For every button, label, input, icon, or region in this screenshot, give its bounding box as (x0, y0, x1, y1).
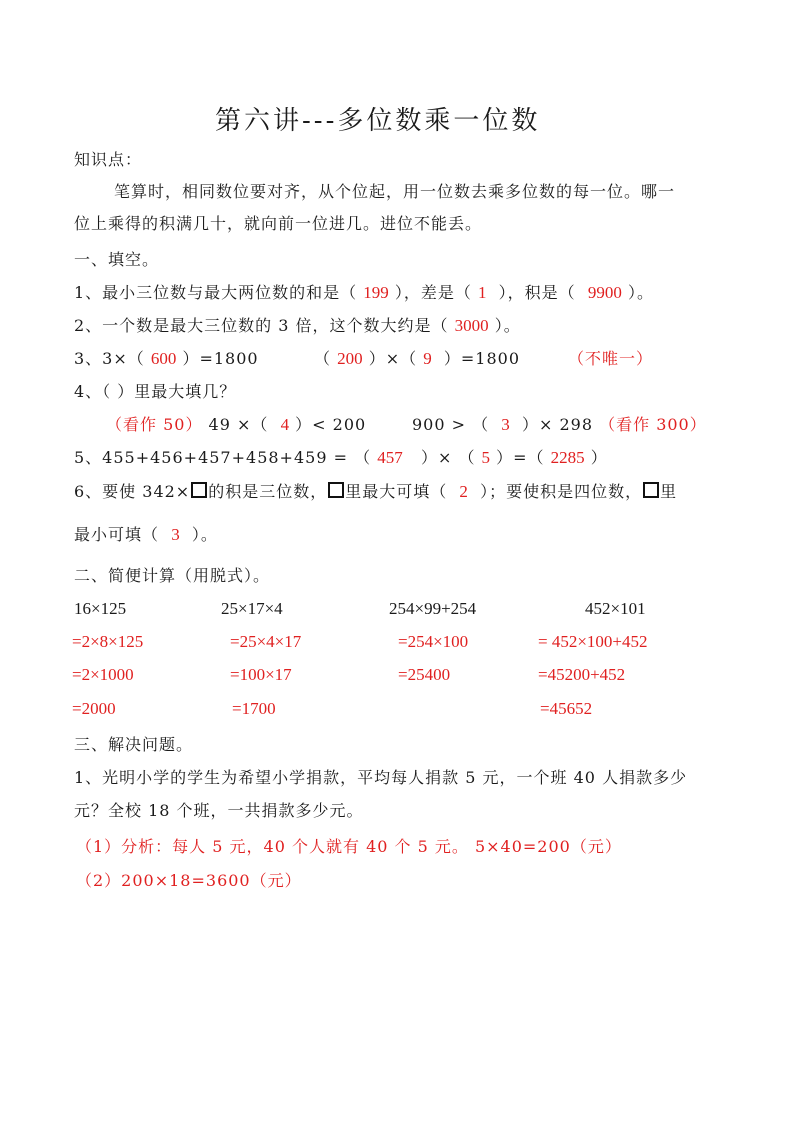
calc-1-step-3: =2000 (72, 699, 116, 718)
q4-answer-2: 3 (501, 415, 510, 434)
q6-text-c: 里最大可填（ (345, 482, 448, 501)
q4-note-2: （看作 300） (599, 415, 707, 434)
page-title: 第六讲---多位数乘一位数 (215, 106, 541, 136)
word-problem-line-1: 1、光明小学的学生为希望小学捐款，平均每人捐款 5 元，一个班 40 人捐款多少 (74, 768, 688, 787)
q3-note: （不唯一） (568, 349, 654, 368)
calc-2-step-1: =25×4×17 (230, 632, 302, 651)
q5-answer-2: 5 (481, 448, 491, 467)
q1-text-c: ），积是（ (498, 283, 576, 302)
q1-text-d: ）。 (627, 283, 654, 302)
q5-text-b: ）× （ (420, 448, 476, 467)
q4-answer-1: 4 (280, 415, 290, 434)
calc-problem-2: 25×17×4 (221, 599, 283, 618)
q6-text-e: 里 (660, 482, 678, 501)
q1-text-a: 1、最小三位数与最大两位数的和是（ (74, 283, 358, 302)
blank-box-icon (191, 482, 207, 498)
q6-answer-2: 3 (171, 525, 180, 544)
q3-text-a: 3、3×（ (74, 349, 145, 368)
blank-box-icon (643, 482, 659, 498)
word-problem-line-2: 元？全校 18 个班，一共捐款多少元。 (74, 801, 364, 820)
blank-box-icon (328, 482, 344, 498)
q6-text-line2b: ）。 (191, 525, 218, 544)
q4-text-c: 900 > （ (412, 415, 490, 434)
section3-heading: 三、解决问题。 (74, 735, 194, 754)
calc-1-step-1: =2×8×125 (72, 632, 144, 651)
calc-4-step-1: = 452×100+452 (538, 632, 648, 651)
q6-answer-1: 2 (459, 482, 468, 501)
question-4-part2 (412, 415, 707, 435)
q3-text-b: ）=1800 (182, 349, 259, 368)
calc-problem-3: 254×99+254 (389, 599, 477, 618)
calc-4-step-2: =45200+452 (538, 665, 626, 684)
calc-2-step-2: =100×17 (230, 665, 292, 684)
q2-text-a: 2、一个数是最大三位数的 3 倍，这个数大约是（ (74, 316, 449, 335)
calc-problem-4: 452×101 (585, 599, 646, 618)
q3-answer-2: 200 (337, 349, 363, 368)
question-4-part1 (106, 415, 366, 435)
q6-text-d: ）；要使积是四位数， (480, 482, 643, 501)
q4-text-d: ）× 298 (521, 415, 594, 434)
q5-answer-1: 457 (377, 448, 403, 467)
q2-answer: 3000 (454, 316, 489, 335)
knowledge-heading: 知识点： (74, 150, 143, 169)
question-5 (74, 448, 608, 468)
question-3-part2 (314, 349, 520, 369)
calc-4-step-3: =45652 (540, 699, 593, 718)
q4-text-b: ）< 200 (295, 415, 367, 434)
question-4-heading: 4、（ ）里最大填几？ (74, 382, 237, 401)
q4-note-1: （看作 50） (106, 415, 203, 434)
calc-3-step-2: =25400 (398, 665, 451, 684)
section1-heading: 一、填空。 (74, 250, 160, 269)
calc-problem-1: 16×125 (74, 599, 127, 618)
question-6-line2 (74, 525, 218, 545)
q6-text-b: 的积是三位数， (208, 482, 328, 501)
answer-step-1: （1）分析：每人 5 元，40 个人就有 40 个 5 元。 5×40=200（元） (76, 837, 622, 856)
q5-text-a: 5、455+456+457+458+459 = （ (74, 448, 372, 467)
calc-1-step-2: =2×1000 (72, 665, 134, 684)
q3-text-c: （ (314, 349, 332, 368)
q6-text-line2a: 最小可填（ (74, 525, 160, 544)
q1-answer-diff: 1 (477, 283, 487, 302)
q2-text-b: ）。 (494, 316, 521, 335)
section2-heading: 二、简便计算（用脱式）。 (74, 566, 271, 585)
q5-text-d: ） (590, 448, 608, 467)
question-3 (74, 349, 259, 369)
q5-answer-3: 2285 (550, 448, 585, 467)
q4-text-a: 49 ×（ (208, 415, 269, 434)
answer-step-2: （2）200×18=3600（元） (76, 871, 302, 890)
q1-answer-sum: 199 (363, 283, 389, 302)
q1-text-b: ），差是（ (394, 283, 472, 302)
q5-text-c: ）=（ (496, 448, 545, 467)
q6-text-a: 6、要使 342× (74, 482, 191, 501)
knowledge-line-2: 位上乘得的积满几十，就向前一位进几。进位不能丢。 (74, 214, 483, 233)
q3-answer-3: 9 (423, 349, 432, 368)
question-6 (74, 482, 677, 502)
question-1 (74, 283, 654, 303)
q3-text-e: ）=1800 (443, 349, 521, 368)
q3-answer-1: 600 (150, 349, 177, 368)
q1-answer-product: 9900 (587, 283, 622, 302)
question-2 (74, 316, 521, 336)
calc-3-step-1: =254×100 (398, 632, 469, 651)
calc-2-step-3: =1700 (232, 699, 276, 718)
knowledge-line-1: 笔算时，相同数位要对齐，从个位起，用一位数去乘多位数的每一位。哪一 (114, 182, 676, 201)
q3-text-d: ）×（ (368, 349, 418, 368)
